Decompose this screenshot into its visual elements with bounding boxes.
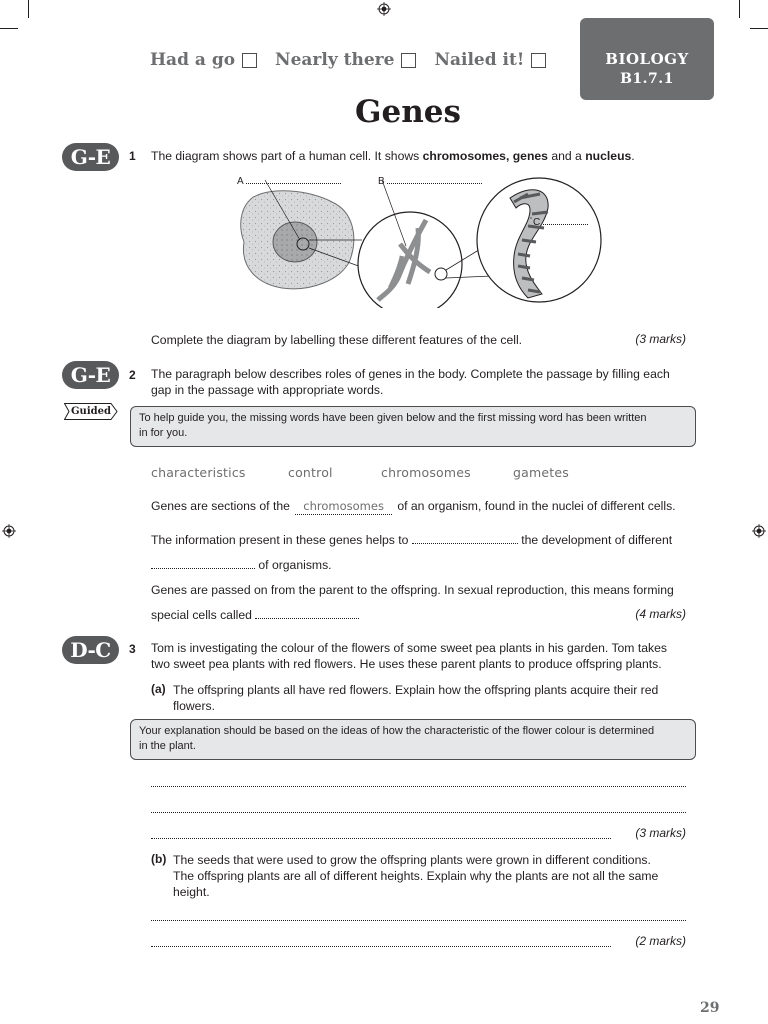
guided-tag <box>64 403 118 420</box>
crop-mark <box>0 28 18 29</box>
marks: (4 marks) <box>635 607 686 621</box>
cell-diagram <box>230 168 610 308</box>
passage-text: of an organism, found in the nuclei of different cells. <box>397 499 676 513</box>
question-text-line: height. <box>173 885 210 899</box>
question-2-text <box>151 366 691 398</box>
page-number: 29 <box>700 1000 720 1016</box>
nailed-it-item[interactable] <box>434 50 546 70</box>
answer-line[interactable] <box>151 838 611 839</box>
registration-mark-icon <box>752 524 766 538</box>
guide-box <box>130 719 696 760</box>
registration-mark-icon <box>2 524 16 538</box>
filled-answer[interactable]: chromosomes <box>295 498 392 515</box>
question-text-line: The seeds that were used to grow the offspring plants were grown in different conditions. <box>173 853 651 867</box>
intro-text: The diagram shows part of a human cell. It shows <box>151 149 423 163</box>
guide-text-line: in the plant. <box>139 740 196 752</box>
guide-text-line: Your explanation should be based on the ideas of how the characteristic of the flower colour is determined <box>139 725 655 737</box>
progress-checklist <box>150 50 564 70</box>
passage-sentence-2 <box>151 532 672 548</box>
passage-text: Genes are sections of the <box>151 499 290 513</box>
answer-line[interactable] <box>151 946 611 947</box>
passage-sentence-3 <box>151 557 332 573</box>
intro-bold-text: chromosomes, genes <box>422 149 548 163</box>
question-3-text <box>151 640 691 672</box>
grade-badge: G-E <box>62 143 119 171</box>
passage-text: The information present in these genes helps to <box>151 533 409 547</box>
nearly-there-item[interactable] <box>275 50 416 70</box>
word-option: control <box>288 465 333 480</box>
marks: (3 marks) <box>635 826 686 840</box>
question-text-line: gap in the passage with appropriate words. <box>151 383 384 397</box>
question-text-line: Tom is investigating the colour of the flowers of some sweet pea plants in his garden. Tom takes <box>151 641 667 655</box>
answer-blank[interactable] <box>255 607 359 619</box>
word-option: chromosomes <box>381 465 471 480</box>
label-a-letter: A <box>237 176 244 187</box>
passage-text: of organisms. <box>258 558 332 572</box>
word-option: gametes <box>513 465 569 480</box>
marks: (3 marks) <box>635 332 686 346</box>
part-b-text <box>173 852 693 900</box>
answer-blank[interactable] <box>151 557 255 569</box>
had-a-go-item[interactable] <box>150 50 257 70</box>
passage-sentence-1 <box>151 498 676 515</box>
question-number: 3 <box>129 642 136 656</box>
guide-text-line: in for you. <box>139 427 188 439</box>
label-b-letter: B <box>378 176 385 187</box>
question-1-instruction: Complete the diagram by labelling these different features of the cell. <box>151 333 523 347</box>
crop-mark <box>750 28 768 29</box>
question-text-line: flowers. <box>173 699 215 713</box>
question-number: 1 <box>129 149 136 163</box>
guide-box <box>130 406 696 447</box>
grade-badge: G-E <box>62 361 119 389</box>
label-c-letter: C <box>533 217 541 228</box>
question-text-line: The offspring plants are all of different heights. Explain why the plants are not all the same <box>173 869 659 883</box>
had-a-go-label: Had a go <box>150 50 236 70</box>
passage-sentence-5 <box>151 607 359 623</box>
answer-blank[interactable] <box>412 532 518 544</box>
passage-text: special cells called <box>151 608 252 622</box>
question-text-line: two sweet pea plants with red flowers. He uses these parent plants to produce offspring plants. <box>151 657 662 671</box>
answer-line[interactable] <box>151 812 686 813</box>
guided-label: Guided <box>71 406 111 417</box>
label-a <box>237 172 341 187</box>
nearly-there-label: Nearly there <box>275 50 395 70</box>
part-a-label: (a) <box>151 682 166 696</box>
question-1-intro <box>151 148 635 164</box>
crop-mark <box>28 0 29 18</box>
label-c <box>533 213 588 228</box>
label-b-blank[interactable] <box>387 172 482 184</box>
answer-line[interactable] <box>151 920 686 921</box>
marks: (2 marks) <box>635 934 686 948</box>
subject-tab <box>580 18 714 100</box>
intro-text: and a <box>547 149 586 163</box>
passage-sentence-4: Genes are passed on from the parent to the offspring. In sexual reproduction, this means forming <box>151 583 674 597</box>
grade-badge: D-C <box>62 636 119 664</box>
intro-bold-text: nucleus <box>585 149 632 163</box>
registration-mark-icon <box>377 2 391 16</box>
page-title: Genes <box>355 94 461 130</box>
passage-text: the development of different <box>521 533 673 547</box>
question-text-line: The paragraph below describes roles of genes in the body. Complete the passage by filling each <box>151 367 670 381</box>
label-b <box>378 172 482 187</box>
intro-text: . <box>631 149 635 163</box>
part-a-text <box>173 682 693 714</box>
subject-name: BIOLOGY <box>605 50 689 68</box>
crop-mark <box>739 0 740 18</box>
nailed-it-checkbox[interactable] <box>531 53 546 68</box>
nearly-there-checkbox[interactable] <box>401 53 416 68</box>
part-b-label: (b) <box>151 852 167 866</box>
question-text-line: The offspring plants all have red flowers. Explain how the offspring plants acquire their red <box>173 683 659 697</box>
word-option: characteristics <box>151 465 246 480</box>
nailed-it-label: Nailed it! <box>434 50 525 70</box>
label-c-blank[interactable] <box>543 213 588 225</box>
topic-code: B1.7.1 <box>620 71 674 87</box>
guide-text-line: To help guide you, the missing words have been given below and the first missing word has been written <box>139 412 647 424</box>
had-a-go-checkbox[interactable] <box>242 53 257 68</box>
answer-line[interactable] <box>151 786 686 787</box>
label-a-blank[interactable] <box>246 172 341 184</box>
question-number: 2 <box>129 368 136 382</box>
